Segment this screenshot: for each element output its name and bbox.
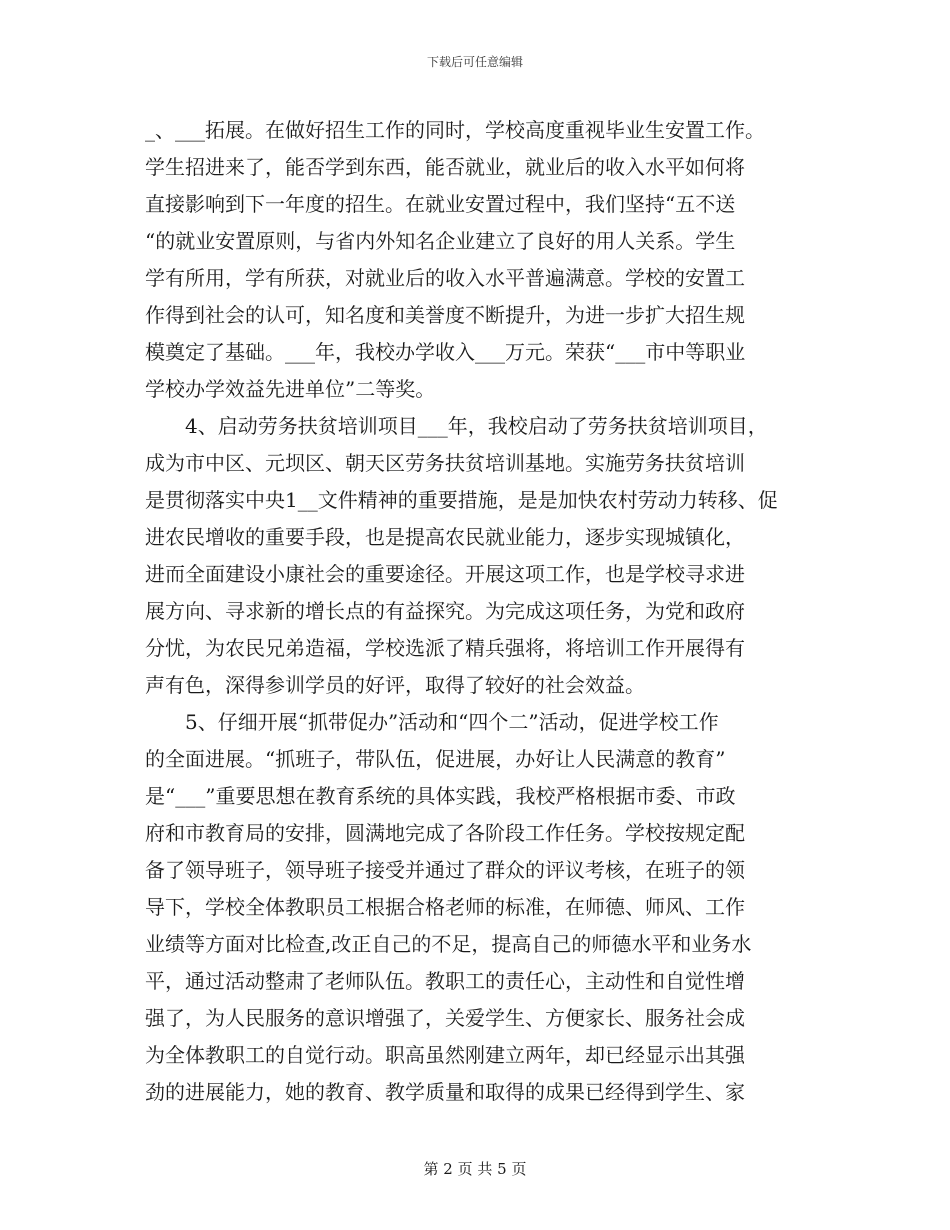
- text-line: 模奠定了基础。___年，我校办学收入___万元。荣获“___市中等职业: [145, 340, 746, 364]
- text-line: 平，通过活动整肃了老师队伍。教职工的责任心，主动性和自觉性增: [145, 969, 745, 993]
- text-line: 府和市教育局的安排，圆满地完成了各阶段工作任务。学校按规定配: [145, 821, 745, 845]
- text-line: 劲的进展能力，她的教育、教学质量和取得的成果已经得到学生、家: [145, 1080, 745, 1104]
- text-line: 是贯彻落实中央1__文件精神的重要措施，是是加快农村劳动力转移、促: [145, 488, 778, 512]
- text-line: 是“___”重要思想在教育系统的具体实践，我校严格根据市委、市政: [145, 784, 736, 808]
- page-header: 下载后可任意编辑: [426, 55, 523, 69]
- text-line: 直接影响到下一年度的招生。在就业安置过程中，我们坚持“五不送: [145, 192, 736, 216]
- document-body: [145, 112, 810, 1111]
- text-line: 强了，为人民服务的意识增强了，关爱学生、方便家长、服务社会成: [145, 1006, 745, 1030]
- text-line: 的全面进展。“抓班子，带队伍，促进展，办好让人民满意的教育”: [145, 747, 726, 771]
- text-line: _、___拓展。在做好招生工作的同时，学校高度重视毕业生安置工作。: [145, 118, 765, 142]
- text-line: 分忧，为农民兄弟造福，学校选派了精兵强将，将培训工作开展得有: [145, 636, 745, 660]
- text-line: 作得到社会的认可，知名度和美誉度不断提升，为进一步扩大招生规: [145, 303, 745, 327]
- text-line: 备了领导班子，领导班子接受并通过了群众的评议考核，在班子的领: [145, 858, 745, 882]
- text-line: 导下，学校全体教职员工根据合格老师的标准，在师德、师风、工作: [145, 895, 745, 919]
- paragraph-start-line: 5、仔细开展“抓带促办”活动和“四个二”活动，促进学校工作: [145, 710, 719, 734]
- text-line: 进而全面建设小康社会的重要途径。开展这项工作，也是学校寻求进: [145, 562, 745, 586]
- text-line: 学生招进来了，能否学到东西，能否就业，就业后的收入水平如何将: [145, 155, 745, 179]
- text-line: 展方向、寻求新的增长点的有益探究。为完成这项任务，为党和政府: [145, 599, 745, 623]
- text-line: 声有色，深得参训学员的好评，取得了较好的社会效益。: [145, 673, 645, 697]
- text-line: 业绩等方面对比检查,改正自己的不足，提高自己的师德水平和业务水: [145, 932, 752, 956]
- text-line: 进农民增收的重要手段，也是提高农民就业能力，逐步实现城镇化，: [145, 525, 745, 549]
- text-line: “的就业安置原则，与省内外知名企业建立了良好的用人关系。学生: [145, 229, 736, 253]
- text-line: 学有所用，学有所获，对就业后的收入水平普遍满意。学校的安置工: [145, 266, 745, 290]
- paragraph-start-line: 4、启动劳务扶贫培训项目___年，我校启动了劳务扶贫培训项目，: [145, 414, 768, 438]
- text-line: 学校办学效益先进单位”二等奖。: [145, 377, 436, 401]
- text-line: 为全体教职工的自觉行动。职高虽然刚建立两年，却已经显示出其强: [145, 1043, 745, 1067]
- page-number: 第 2 页 共 5 页: [423, 1160, 527, 1178]
- text-line: 成为市中区、元坝区、朝天区劳务扶贫培训基地。实施劳务扶贫培训: [145, 451, 745, 475]
